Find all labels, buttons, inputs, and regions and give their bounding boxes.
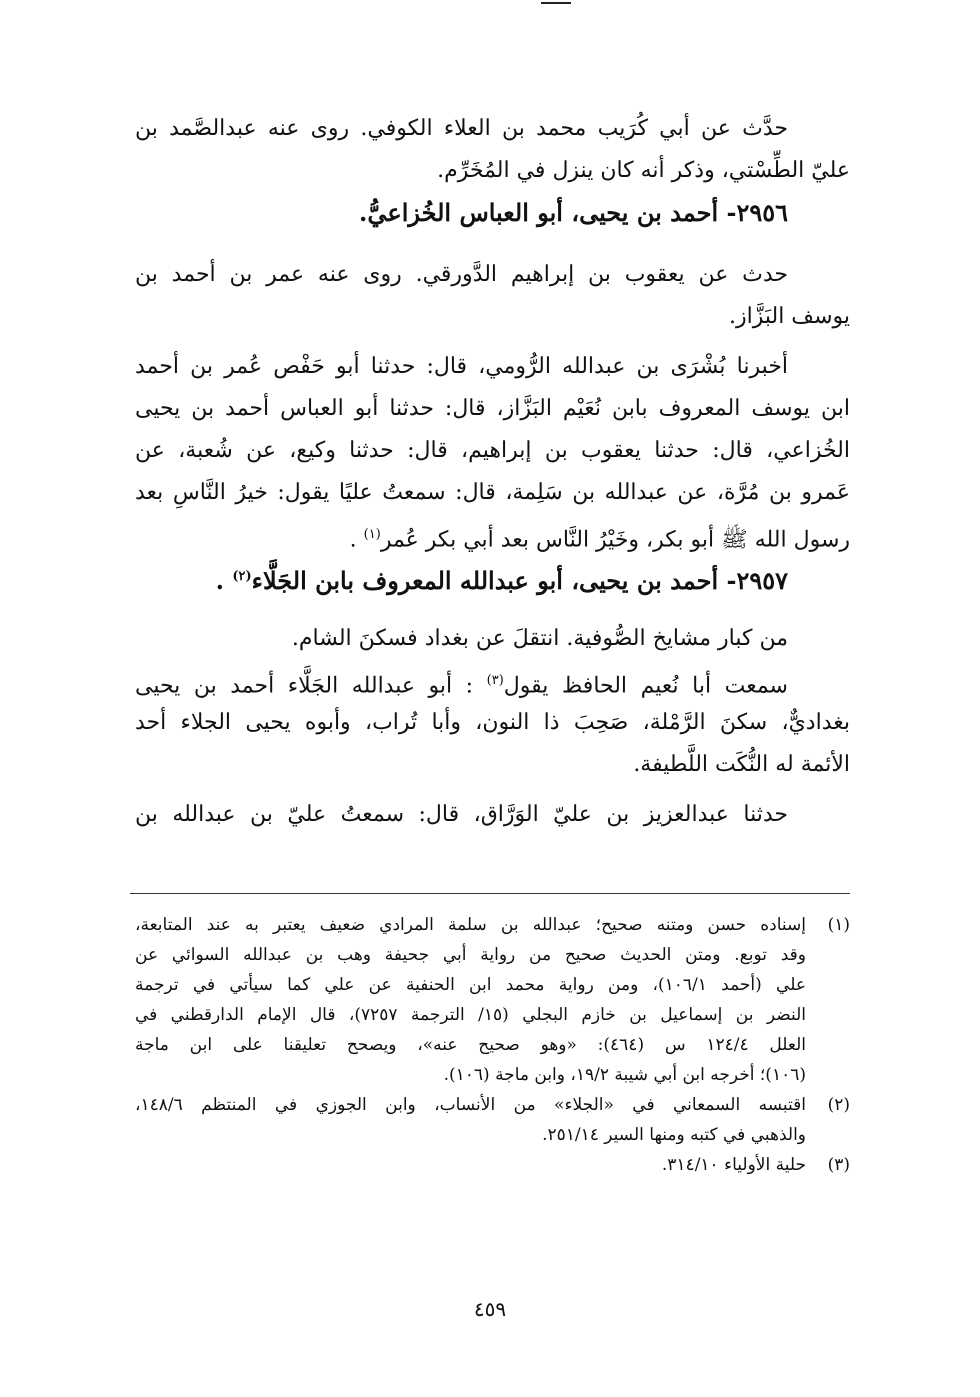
footnote-line: (١٠٦)؛ أخرجه ابن أبي شيبة ١٩/٢، وابن ماجة (١٠٦).	[443, 1065, 806, 1085]
text-line: من كبار مشايخ الصُّوفية. انتقلَ عن بغداد فسكنَ الشام.	[291, 626, 788, 651]
text-line: يوسف البَزَّاز.	[728, 304, 850, 329]
footnote-number: (٢)	[827, 1095, 850, 1115]
footnote-body	[135, 910, 806, 1090]
footnote-line: اقتبسه السمعاني في «الجلاء» من الأنساب، وابن الجوزي في المنتظم ١٤٨/٦،	[135, 1095, 806, 1115]
text-line	[135, 660, 850, 702]
text-line: حدَّث عن أبي كُرَيب محمد بن العلاء الكوفي. روى عنه عبدالصَّمد بن	[135, 116, 788, 141]
main-text	[135, 108, 850, 836]
top-rule-mark	[541, 2, 571, 4]
text-line: بغداديٌّ، سكنَ الرَّمْلة، صَحِبَ ذا النون، وأبا تُراب، وأبوه يحيى الجلاء أحد	[135, 710, 850, 735]
footnote-3	[135, 1150, 850, 1180]
footnote-line: وقد توبع. ومتن الحديث صحيح من رواية أبي جحيفة وهب بن عبدالله السوائي عن	[135, 945, 806, 965]
footnote-2	[135, 1090, 850, 1150]
footnote-ref: (١)	[363, 527, 381, 542]
text-fragment: سمعت أبا نُعيم الحافظ يقول	[503, 673, 788, 699]
footnote-line: حلية الأولياء ٣١٤/١٠.	[661, 1155, 806, 1175]
footnote-body	[135, 1150, 806, 1180]
footnote-line: النضر بن إسماعيل بن خازم البجلي (١٥/ الترجمة ٧٢٥٧)، قال الإمام الدارقطني في	[135, 1005, 806, 1025]
text-line: عليّ الطِّسْتي، وذكر أنه كان ينزل في المُخَرِّم.	[437, 158, 850, 183]
text-line: حدثنا عبدالعزيز بن عليّ الوَرَّاق، قال: سمعتُ عليّ بن عبدالله بن	[135, 802, 788, 827]
footnote-number: (٣)	[827, 1155, 850, 1175]
footnote-line: والذهبي في كتبه ومنها السير ٢٥١/١٤.	[542, 1125, 806, 1145]
entry-heading-2956: ٢٩٥٦- أحمد بن يحيى، أبو العباس الخُزاعيُّ.	[359, 198, 788, 227]
text-fragment: رسول الله ﷺ أبو بكر، وخَيْرُ النَّاس بعد أبي بكر عُمر	[380, 527, 850, 553]
text-line: حدث عن يعقوب بن إبراهيم الدَّورقي. روى عنه عمر بن أحمد بن	[135, 262, 788, 287]
footnote-ref: (٣)	[486, 673, 504, 688]
page-number: ٤٥٩	[473, 1297, 507, 1321]
footnote-number: (١)	[827, 915, 850, 935]
footnote-1	[135, 910, 850, 1090]
entry-heading-2957	[135, 556, 850, 598]
footnote-line: علي (أحمد ١٠٦/١)، ومن رواية محمد ابن الحنفية عن علي كما سيأتي في ترجمة	[135, 975, 806, 995]
text-line: الخُزاعي، قال: حدثنا يعقوب بن إبراهيم، قال: حدثنا وكيع، عن شُعبة، عن	[135, 438, 850, 463]
footnotes	[135, 910, 850, 1180]
text-line: أخبرنا بُشْرَى بن عبدالله الرُّومي، قال: حدثنا أبو حَفْص عُمر بن أحمد	[135, 354, 788, 379]
heading-text: ٢٩٥٧- أحمد بن يحيى، أبو عبدالله المعروف بابن الجَلَّاء	[251, 566, 788, 595]
footnote-line: العلل ١٢٤/٤ س (٤٦٤): «وهو صحيح عنه»، ويصحح تعليقنا على ابن ماجة	[135, 1035, 806, 1055]
heading-end: .	[215, 566, 225, 595]
text-fragment: .	[349, 527, 357, 553]
text-line: عَمرو بن مُرَّة، عن عبدالله بن سَلِمة، قال: سمعتُ عليًا يقول: خيرُ النَّاسِ بعد	[135, 480, 850, 505]
footnote-ref: (٢)	[232, 569, 252, 584]
text-fragment: : أبو عبدالله الجَلَّاء أحمد بن يحيى	[135, 673, 474, 699]
text-line	[135, 514, 850, 556]
footnote-line: إسناده حسن ومتنه صحيح؛ عبدالله بن سلمة المرادي ضعيف يعتبر به عند المتابعة،	[135, 915, 806, 935]
footnote-separator	[130, 893, 850, 894]
text-line: ابن يوسف المعروف بابن نُعَيْم البَزَّاز، قال: حدثنا أبو العباس أحمد بن يحيى	[135, 396, 850, 421]
footnote-body	[135, 1090, 806, 1150]
text-line: الأئمة له النُّكَت اللَّطيفة.	[633, 752, 850, 777]
